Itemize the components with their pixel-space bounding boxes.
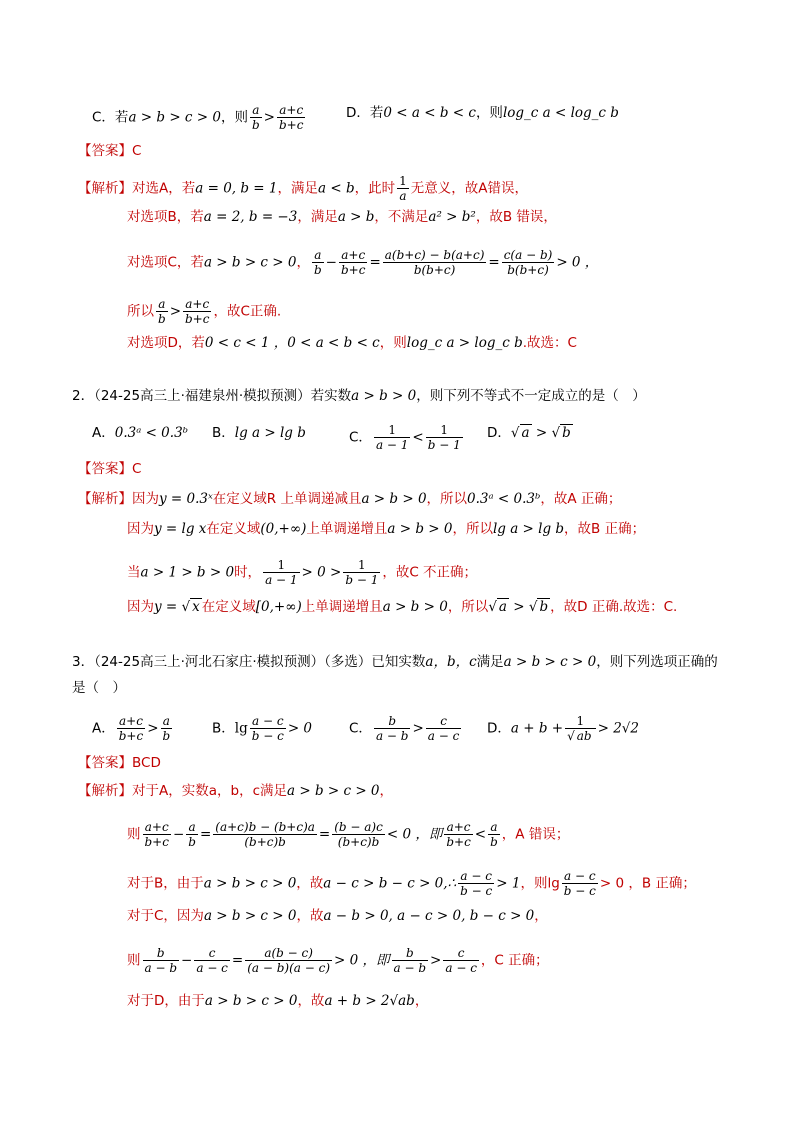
answer-label: 【答案】 [78, 755, 132, 771]
math: > 1 [496, 875, 521, 892]
text: ，故B 错误， [475, 209, 557, 225]
analysis-line [78, 174, 528, 203]
option-d [346, 103, 619, 123]
analysis-line [127, 906, 548, 926]
math: > 2√2 [597, 720, 639, 737]
fraction: $\frac{a}{b}$ [188, 820, 196, 849]
answer-line [78, 141, 141, 161]
math: a − b > 0, a − c > 0, b − c > 0 [323, 908, 535, 924]
text: ，则下列不等式不一定成立的是（ ） [416, 388, 646, 404]
fraction: $\frac{a(b - c)}{(a - b)(a - c)}$ [247, 946, 331, 975]
text: ，满足 [297, 209, 338, 225]
text: 满足 [476, 654, 504, 670]
option-label: C． [349, 720, 372, 737]
math: 0 < c < 1 ，0 < a < b < c [204, 335, 380, 351]
text: 对于A，实数a，b，c满足 [132, 783, 287, 799]
fraction: $\frac{b}{a - b}$ [144, 946, 178, 975]
fraction: $\frac{a}{b}$ [158, 297, 166, 326]
text: ，所以 [426, 491, 468, 507]
math: a = 2, b = −3 [203, 209, 298, 225]
text: ，故C正确. [213, 303, 282, 320]
fraction: $\frac{a+c}{b+c}$ [185, 297, 210, 326]
option-b [212, 714, 312, 743]
math: > 0 ，即 [334, 952, 390, 969]
fraction: $\frac{b}{a - b}$ [375, 714, 409, 743]
fraction: $\frac{1}{a - 1}$ [375, 423, 409, 452]
text: ，故 [296, 908, 324, 924]
text: ，故A 正确； [540, 491, 622, 507]
answer-label: 【答案】 [78, 143, 132, 159]
question-stem [72, 652, 718, 672]
text: ，故 [297, 993, 325, 1009]
math: a − c > b − c > 0,∴ [323, 875, 457, 892]
text: ，则下列选项正确的 [596, 654, 718, 670]
text: 上单调递增且 [306, 521, 388, 537]
analysis-line [127, 991, 428, 1011]
text: 无意义，故A错误， [410, 180, 528, 197]
answer-value: BCD [132, 755, 161, 771]
text: 对选项D，若 [127, 335, 205, 351]
fraction: $\frac{a+c}{b+c}$ [278, 103, 304, 132]
text: 是（ ） [72, 680, 126, 696]
analysis-line: 则 $\frac{a+c}{b+c}$ − $\frac{a}{b}$ = $\frac{(a+c)b - (b+c)a}{(b+c)b}$ = $\frac{(b - a)c}{(b+c)b}$ < 0 ，即 $\frac{a+c}{b+c}$ < $\frac{a}{b}$ ，A 错误； [127, 820, 570, 849]
text: lg [234, 720, 248, 737]
fraction: $\frac{c(a - b)}{b(b+c)}$ [503, 248, 553, 277]
fraction: $\frac{a(b+c) - b(a+c)}{b(b+c)}$ [384, 248, 485, 277]
option-label: D． [487, 425, 511, 441]
fraction: $\frac{(a+c)b - (b+c)a}{(b+c)b}$ [215, 820, 315, 849]
option-c [92, 103, 307, 132]
analysis-label: 【解析】 [78, 180, 132, 197]
text: 所以 [127, 303, 154, 320]
analysis-line [127, 558, 477, 587]
fraction: $\frac{1}{b - 1}$ [427, 423, 461, 452]
math: 0.3ᵃ < 0.3ᵇ [114, 425, 189, 441]
fraction: $\frac{1}{a - 1}$ [265, 558, 298, 587]
math: a + b > 2√ab [324, 993, 415, 1009]
text: 当 [127, 564, 141, 581]
text: 对于C，因为 [127, 908, 204, 924]
fraction: $\frac{a - c}{b - c}$ [563, 869, 596, 898]
text: 因为 [127, 599, 154, 615]
text: 则 [127, 952, 141, 969]
text: ，满足 [277, 180, 318, 197]
text: ，则 [220, 109, 248, 126]
analysis-line: 所以 $\frac{a}{b}$ > $\frac{a+c}{b+c}$ ，故C正确. [127, 297, 282, 326]
text: ，故B 正确； [564, 521, 646, 537]
option-label: D． [487, 720, 511, 737]
text: ，故 [296, 875, 324, 892]
option-label: A． [92, 425, 115, 441]
option-label: A． [92, 720, 115, 737]
math: a > b [337, 209, 375, 225]
analysis-line [127, 869, 696, 898]
text: ， [379, 783, 394, 799]
math: log_c a > log_c b [406, 335, 523, 351]
text: 则 [127, 826, 141, 843]
math: > 0 ， [556, 254, 599, 271]
fraction: $\frac{a}{b}$ [162, 714, 171, 743]
analysis-line: 对选项C，若a > b > c > 0， $\frac{a}{b}$ − $\frac{a+c}{b+c}$ = $\frac{a(b+c) - b(a+c)}{b(b+c)}$ = $\frac{c(a - b)}{b(b+c)}$ > 0 ， [127, 248, 599, 277]
math: > 0 [287, 720, 313, 737]
math: a < b [318, 180, 355, 197]
math: > 0 > [301, 564, 342, 581]
fraction: $\frac{a+c}{b+c}$ [446, 820, 471, 849]
answer-value: C [132, 143, 142, 159]
fraction: $\frac{1}{√ ab}$ [565, 714, 596, 743]
option-label: B． [212, 720, 235, 737]
text: 对选A，若 [132, 180, 196, 197]
fraction: $\frac{1}{b - 1}$ [345, 558, 379, 587]
text: ，此时 [354, 180, 396, 197]
fraction: $\frac{(b - a)c}{(b+c)b}$ [334, 820, 383, 849]
option-b [212, 423, 306, 443]
text: 对于D，由于 [127, 993, 205, 1009]
text: ，则 [475, 105, 503, 121]
math: a > b > c > 0 [203, 908, 297, 924]
math: a + b + [510, 720, 564, 737]
fraction: $\frac{a+c}{b+c}$ [118, 714, 144, 743]
analysis-line [78, 781, 393, 801]
fraction: $\frac{a+c}{b+c}$ [340, 248, 366, 277]
answer-line [78, 753, 161, 773]
fraction: $\frac{1}{a}$ [399, 174, 407, 203]
option-label: D．若 [346, 105, 384, 121]
text: 因为 [127, 521, 154, 537]
text: 在定义域R 上单调递减且 [212, 491, 362, 507]
answer-value: C [132, 461, 142, 477]
analysis-line: 因为y = √ x 在定义域[0,+∞)上单调递增且a > b > 0，所以√ a > √ b ，故D 正确.故选：C. [127, 599, 678, 615]
text: 时， [234, 564, 262, 581]
math: a > b > c > 0 [128, 109, 221, 126]
text: .故选：C [522, 335, 577, 351]
question-stem [72, 386, 646, 406]
math: a > 1 > b > 0 [140, 564, 235, 581]
fraction: $\frac{c}{a - c}$ [427, 714, 460, 743]
math: log_c a < log_c b [502, 105, 619, 121]
math: a > b > c > 0 [287, 783, 380, 799]
math: > [263, 109, 275, 126]
answer-line [78, 459, 141, 479]
math: 0.3ᵃ < 0.3ᵇ [467, 491, 541, 507]
text: ，则lg [520, 875, 560, 892]
math: a > b > c > 0 [503, 654, 597, 670]
math: a > b > c > 0 [203, 875, 297, 892]
math: a，b，c [425, 654, 477, 670]
math: a > b > 0 [387, 521, 453, 537]
math: lg a > lg b [492, 521, 565, 537]
option-c: C． $\frac{b}{a - b}$ > $\frac{c}{a - c}$ [349, 714, 460, 743]
math: (0,+∞) [260, 521, 307, 537]
math: a = 0, b = 1 [195, 180, 278, 197]
fraction: $\frac{a - c}{b - c}$ [460, 869, 493, 898]
fraction: $\frac{a}{b}$ [490, 820, 498, 849]
option-label: C． [349, 429, 372, 446]
question-stem-2 [72, 678, 126, 698]
option-label: C．若 [92, 109, 129, 126]
math: a > b > c > 0 [203, 254, 297, 271]
text: > 0 ，B 正确； [599, 875, 696, 892]
fraction: $\frac{c}{a - c}$ [196, 946, 228, 975]
math: a > b > c > 0 [204, 993, 298, 1009]
analysis-line [127, 207, 557, 227]
text: 2．（24-25高三上·福建泉州·模拟预测）若实数 [72, 388, 352, 404]
option-a: A． $\frac{a+c}{b+c}$ > $\frac{a}{b}$ [92, 714, 171, 743]
fraction: $\frac{b}{a - b}$ [393, 946, 427, 975]
math: y = lg x [154, 521, 207, 537]
text: 在定义域 [206, 521, 261, 537]
math: a > b > 0 [361, 491, 427, 507]
math: lg a > lg b [234, 425, 306, 441]
analysis-label: 【解析】 [78, 783, 132, 799]
fraction: $\frac{a}{b}$ [251, 103, 260, 132]
text: ，故D 正确.故选：C. [550, 599, 678, 615]
text: ， [414, 993, 429, 1009]
math: < 0 ，即 [386, 826, 443, 843]
text: ，故C 不正确； [382, 564, 478, 581]
fraction: $\frac{a}{b}$ [313, 248, 322, 277]
option-a [92, 423, 188, 443]
option-d [487, 714, 639, 743]
analysis-label: 【解析】 [78, 491, 132, 507]
text: ，所以 [452, 521, 493, 537]
math: a² > b² [428, 209, 476, 225]
text: 在定义域 [201, 599, 256, 615]
math: 0 < a < b < c [383, 105, 476, 121]
text: 对选项C，若 [127, 254, 204, 271]
answer-label: 【答案】 [78, 461, 132, 477]
analysis-line [127, 519, 645, 539]
text: ， [534, 908, 548, 924]
math: y = 0.3ˣ [159, 491, 213, 507]
fraction: $\frac{c}{a - c}$ [445, 946, 477, 975]
text: ，C 正确； [480, 952, 549, 969]
text: 3．（24-25高三上·河北石家庄·模拟预测）（多选）已知实数 [72, 654, 426, 670]
text: 上单调递增且 [301, 599, 383, 615]
option-label: B． [212, 425, 235, 441]
fraction: $\frac{a+c}{b+c}$ [144, 820, 169, 849]
analysis-line: 则 $\frac{b}{a - b}$ − $\frac{c}{a - c}$ = $\frac{a(b - c)}{(a - b)(a - c)}$ > 0 ，即 $\frac{b}{a - b}$ > $\frac{c}{a - c}$ ，C 正确； [127, 946, 549, 975]
math: a > b > 0 [351, 388, 417, 404]
math: [0,+∞) [255, 599, 302, 615]
text: ，则 [379, 335, 407, 351]
text: ，A 错误； [501, 826, 570, 843]
option-c: C． $\frac{1}{a - 1}$ < $\frac{1}{b - 1}$ [349, 423, 461, 452]
fraction: $\frac{a - c}{b - c}$ [251, 714, 284, 743]
analysis-line [78, 489, 621, 509]
text: ，不满足 [374, 209, 429, 225]
option-d: D．√ a > √ b [487, 425, 571, 441]
math: a > b > 0 [382, 599, 448, 615]
analysis-line [127, 333, 577, 353]
text: 因为 [132, 491, 159, 507]
text: 对于B，由于 [127, 875, 204, 892]
text: 对选项B，若 [127, 209, 204, 225]
text: ，所以 [447, 599, 489, 615]
